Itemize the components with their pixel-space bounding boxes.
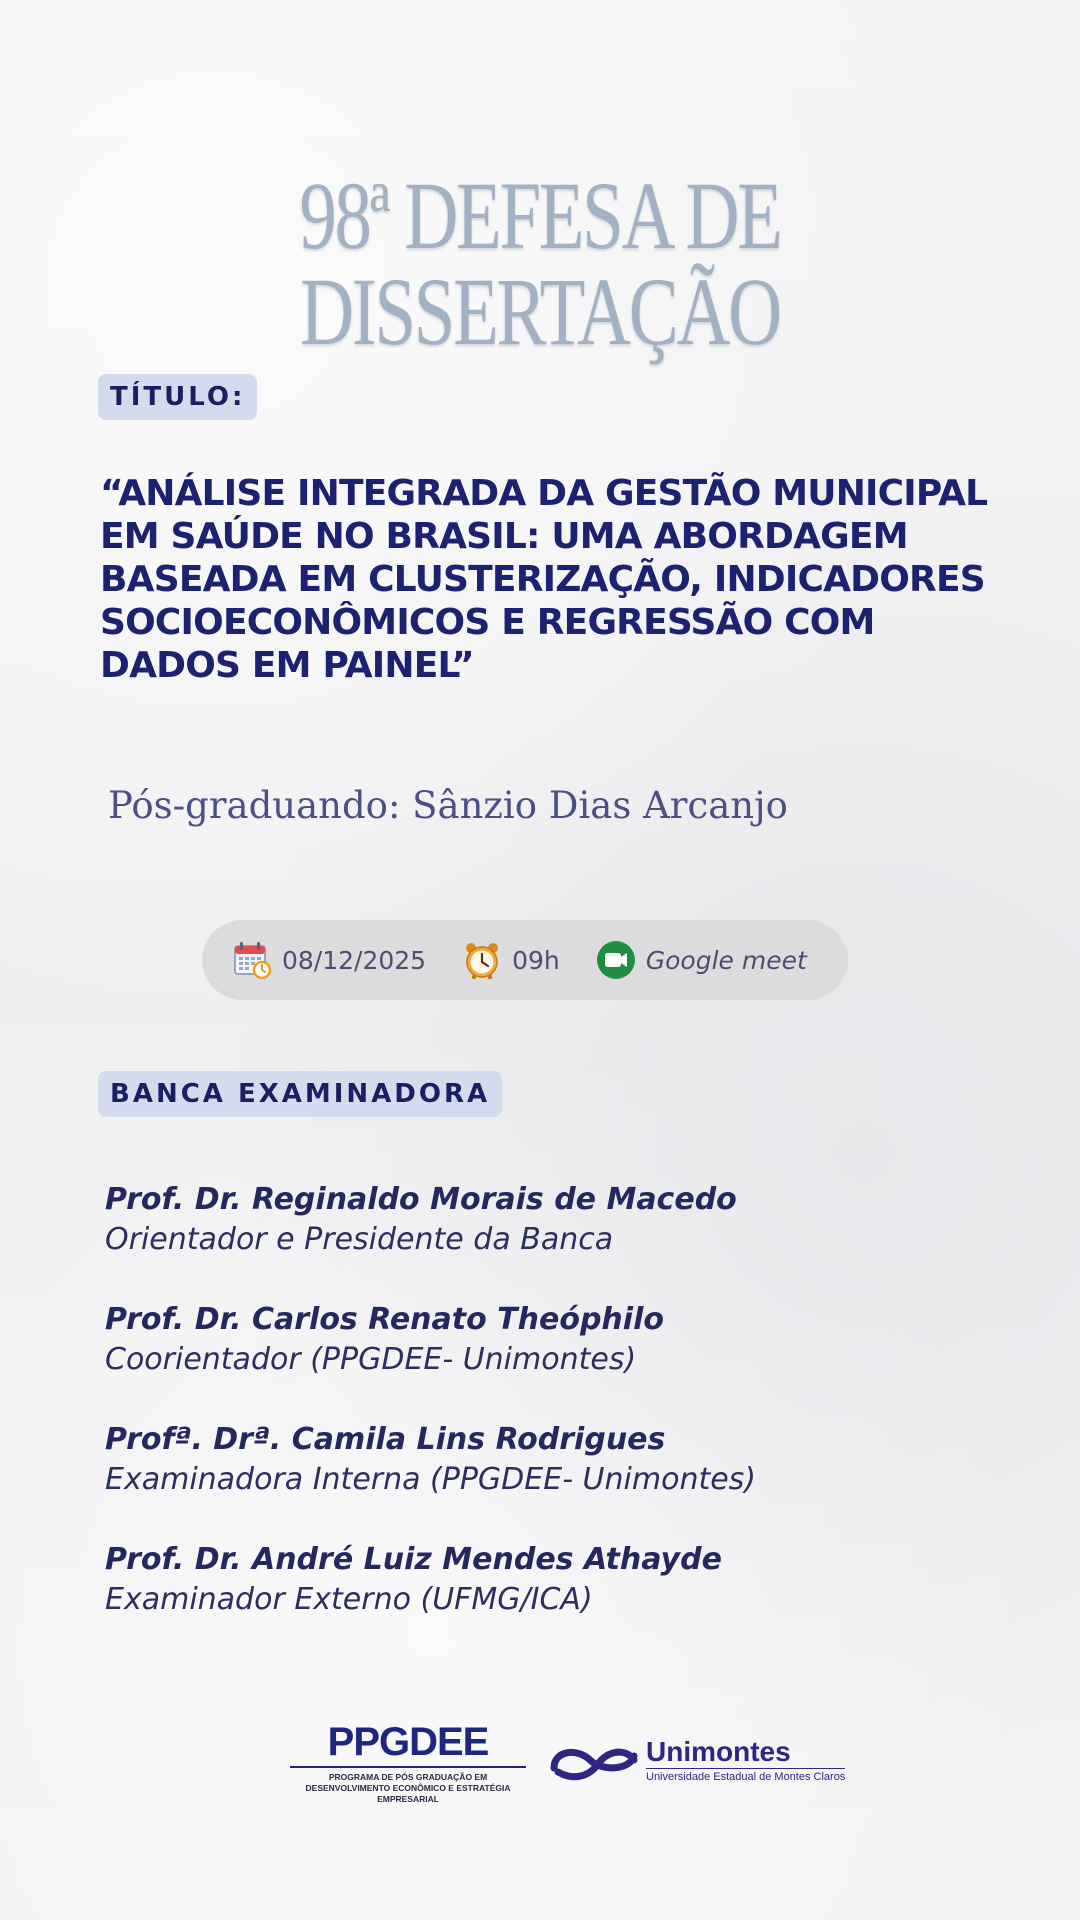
unimontes-logo <box>548 1738 845 1784</box>
event-time <box>462 940 560 980</box>
member-name: Prof. Dr. Carlos Renato Theóphilo <box>105 1302 664 1337</box>
unimontes-emblem-icon <box>548 1738 640 1784</box>
ppgdee-logo-caption: PROGRAMA DE PÓS GRADUAÇÃO EM DESENVOLVIMENTO ECONÔMICO E ESTRATÉGIA EMPRESARIAL <box>305 1772 511 1804</box>
ppgdee-logo-mark: PPGDEE <box>327 1720 489 1764</box>
committee-member <box>105 1180 737 1260</box>
committee-member <box>105 1540 722 1620</box>
ppgdee-logo <box>290 1722 526 1805</box>
event-date-text: 08/12/2025 <box>282 945 427 975</box>
event-place-text: Google meet <box>645 945 807 975</box>
member-name: Prof. Dr. André Luiz Mendes Athayde <box>105 1542 722 1577</box>
title-label: TÍTULO: <box>98 374 257 420</box>
event-info-bar <box>202 920 848 1000</box>
unimontes-name: Unimontes <box>646 1736 791 1767</box>
member-name: Profª. Drª. Camila Lins Rodrigues <box>105 1422 666 1457</box>
event-time-text: 09h <box>512 945 560 975</box>
member-role: Orientador e Presidente da Banca <box>105 1222 614 1257</box>
unimontes-subtitle: Universidade Estadual de Montes Claros <box>646 1768 845 1784</box>
event-title: 98ª DEFESA DE DISSERTAÇÃO <box>299 162 781 365</box>
alarm-clock-icon <box>462 940 502 980</box>
calendar-icon <box>232 940 272 980</box>
google-meet-icon <box>596 940 636 980</box>
committee-member <box>105 1300 664 1380</box>
member-role: Examinador Externo (UFMG/ICA) <box>105 1582 593 1617</box>
event-place <box>596 940 807 980</box>
member-name: Prof. Dr. Reginaldo Morais de Macedo <box>105 1182 737 1217</box>
thesis-title: “ANÁLISE INTEGRADA DA GESTÃO MUNICIPAL EM SAÚDE NO BRASIL: UMA ABORDAGEM BASEADA EM CLUSTERIZAÇÃO, INDICADORES SOCIOECONÔMICOS E REGRESSÃO COM DADOS EM PAINEL” <box>100 473 988 686</box>
graduate-name: Pós-graduando: Sânzio Dias Arcanjo <box>108 784 788 827</box>
ppgdee-logo-rule <box>290 1766 526 1768</box>
member-role: Examinadora Interna (PPGDEE- Unimontes) <box>105 1462 757 1497</box>
committee-label: BANCA EXAMINADORA <box>98 1071 502 1117</box>
member-role: Coorientador (PPGDEE- Unimontes) <box>105 1342 637 1377</box>
event-date <box>232 940 426 980</box>
committee-member <box>105 1420 756 1500</box>
